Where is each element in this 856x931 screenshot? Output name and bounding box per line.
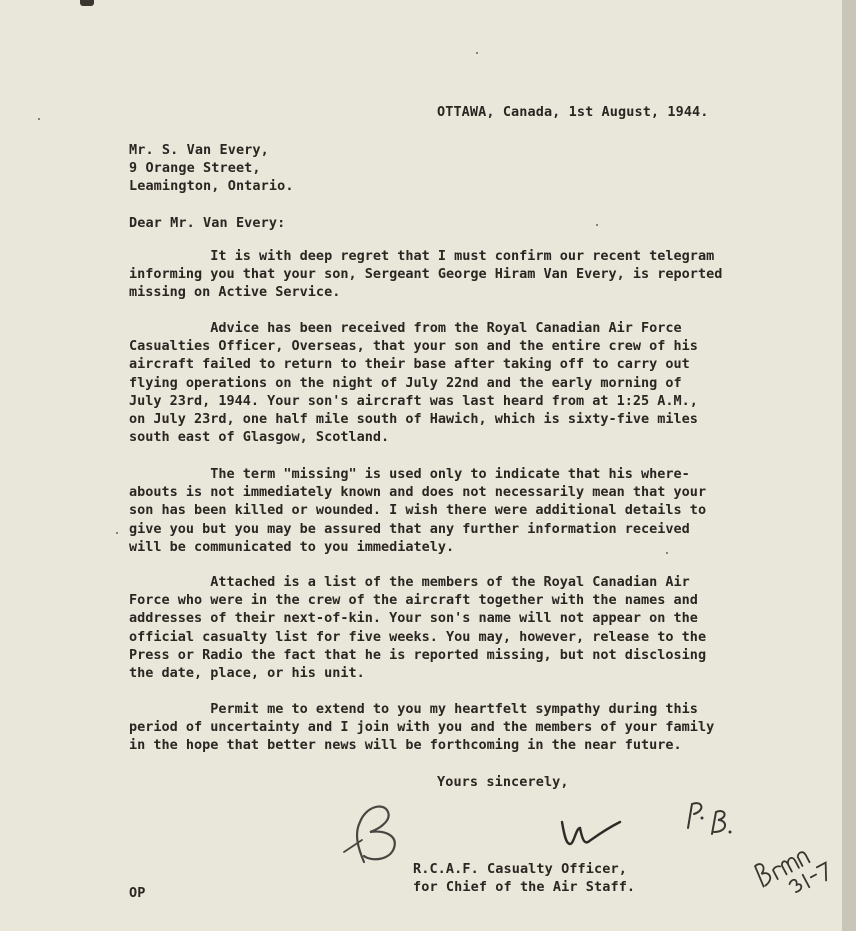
paper-speck [596,224,598,226]
address-line-name: Mr. S. Van Every, [129,142,269,158]
salutation: Dear Mr. Van Every: [129,215,286,231]
closing: Yours sincerely, [437,774,569,790]
paragraph-5: Permit me to extend to you my heartfelt sympathy during this period of uncertainty and I join with you and the members of your family in the hope that better news will be forthcoming in the near future. [129,701,715,754]
paragraph-3: The term "missing" is used only to indicate that his where- abouts is not immediately known and does not necessarily mean that your son has been killed or wounded. I wish there were additional details to give you but you may be assured that any further information received will be communicated to you immediately. [129,466,707,555]
staple-mark [80,0,94,6]
paragraph-2: Advice has been received from the Royal Canadian Air Force Casualties Officer, Overseas, that your son and the entire crew of his aircraft failed to return to their base after taking off to carry out flying operations on the night of July 22nd and the early morning of July 23rd, 1944. Your son's aircraft was last heard from at 1:25 A.M., on July 23rd, one half mile south of Hawich, which is sixty-five miles south east of Glasgow, Scotland. [129,320,698,446]
handwritten-signature [556,812,636,852]
paragraph-1: It is with deep regret that I must confirm our recent telegram informing you that your son, Sergeant George Hiram Van Every, is reported missing on Active Service. [129,248,723,301]
handwritten-initials-pb [680,798,740,842]
handwritten-margin-note [748,820,830,900]
paragraph-4: Attached is a list of the members of the Royal Canadian Air Force who were in the crew of the aircraft together with the names and addresses of their next-of-kin. Your son's name will not appear on the official casualty list for five weeks. You may, however, release to the Press or Radio the fact that he is reported missing, but not disclosing the date, place, or his unit. [129,574,707,682]
paper-speck [476,52,478,54]
dateline: OTTAWA, Canada, 1st August, 1944. [437,104,709,120]
typist-initials: OP [129,885,146,901]
paper-speck [116,532,118,534]
page-edge-shadow [842,0,856,931]
signature-subtitle: for Chief of the Air Staff. [413,879,636,895]
address-line-city: Leamington, Ontario. [129,178,294,194]
signature-title: R.C.A.F. Casualty Officer, [413,861,627,877]
address-line-street: 9 Orange Street, [129,160,261,176]
paper-speck [38,118,40,120]
